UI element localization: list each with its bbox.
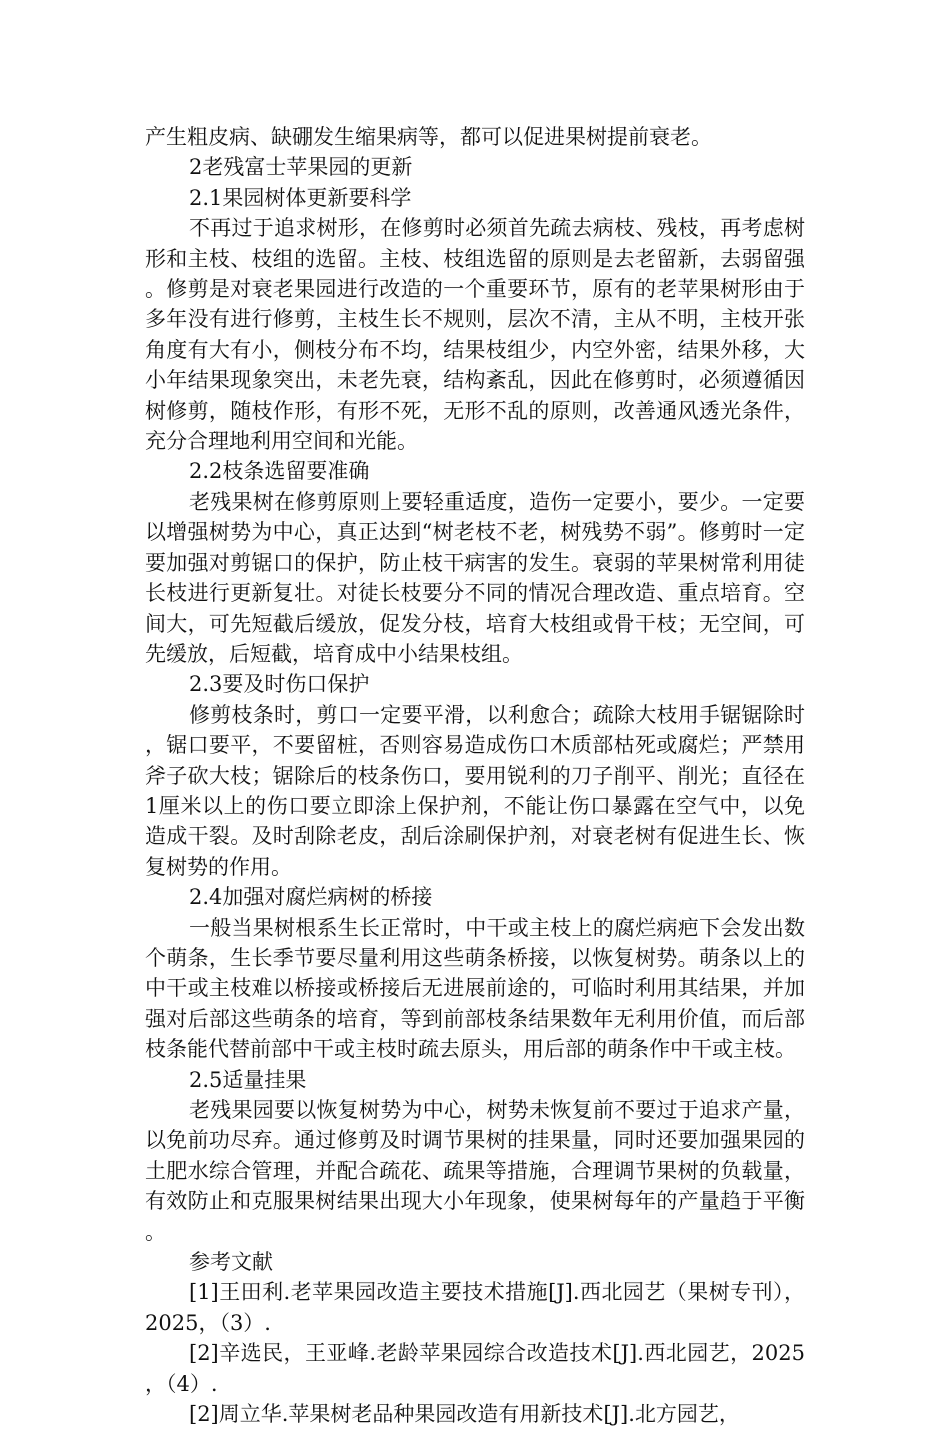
paragraph-2-5: 老残果园要以恢复树势为中心，树势未恢复前不要过于追求产量，以免前功尽弃。通过修剪及时调节果树的挂果量，同时还要加强果园的土肥水综合管理，并配合疏花、疏果等措施，合理调节果树的负载量，有效防止和克服果树结果出现大小年现象，使果树每年的产量趋于平衡。 <box>145 1098 805 1244</box>
references-heading: 参考文献 <box>189 1250 273 1275</box>
subsection-heading-2-2: 2.2枝条选留要准确 <box>189 459 370 484</box>
paragraph-2-3: 修剪枝条时，剪口一定要平滑，以利愈合；疏除大枝用手锯锯除时，锯口要平，不要留桩，否则容易造成伤口木质部枯死或腐烂；严禁用斧子砍大枝；锯除后的枝条伤口，要用锐利的刀子削平、削光；直径在1厘米以上的伤口要立即涂上保护剂，不能让伤口暴露在空气中，以免造成干裂。及时刮除老皮，刮后涂刷保护剂，对衰老树有促进生长、恢复树势的作用。 <box>145 702 805 879</box>
reference-item: [1]王田利.老苹果园改造主要技术措施[J].西北园艺（果树专刊），2025，（3）. <box>145 1280 805 1335</box>
paragraph-continuation: 产生粗皮病、缺硼发生缩果病等，都可以促进果树提前衰老。 <box>145 125 712 149</box>
paragraph-2-2: 老残果树在修剪原则上要轻重适度，造伤一定要小，要少。一定要以增强树势为中心，真正达到“树老枝不老，树残势不弱”。修剪时一定要加强对剪锯口的保护，防止枝干病害的发生。衰弱的苹果树常利用徒长枝进行更新复壮。对徒长枝要分不同的情况合理改造、重点培育。空间大，可先短截后缓放，促发分枝，培育大枝组或骨干枝；无空间，可先缓放，后短截，培育成中小结果枝组。 <box>145 489 805 666</box>
subsection-heading-2-5: 2.5适量挂果 <box>189 1067 307 1092</box>
paragraph-2-1: 不再过于追求树形，在修剪时必须首先疏去病枝、残枝，再考虑树形和主枝、枝组的选留。主枝、枝组选留的原则是去老留新，去弱留强。修剪是对衰老果园进行改造的一个重要环节，原有的老苹果树形由于多年没有进行修剪，主枝生长不规则，层次不清，主从不明，主枝开张角度有大有小，侧枝分布不均，结果枝组少，内空外密，结果外移，大小年结果现象突出，未老先衰，结构紊乱，因此在修剪时，必须遵循因树修剪，随枝作形，有形不死，无形不乱的原则，改善通风透光条件，充分合理地利用空间和光能。 <box>145 216 805 454</box>
subsection-heading-2-4: 2.4加强对腐烂病树的桥接 <box>189 885 433 910</box>
subsection-heading-2-1: 2.1果园树体更新要科学 <box>189 185 412 210</box>
paragraph-2-4: 一般当果树根系生长正常时，中干或主枝上的腐烂病疤下会发出数个萌条，生长季节要尽量利用这些萌条桥接，以恢复树势。萌条以上的中干或主枝难以桥接或桥接后无进展前途的，可临时利用其结果，并加强对后部这些萌条的培育，等到前部枝条结果数年无利用价值，而后部枝条能代替前部中干或主枝时疏去原头，用后部的萌条作中干或主枝。 <box>145 915 805 1062</box>
reference-item: [2]辛选民，王亚峰.老龄苹果园综合改造技术[J].西北园艺，2025，（4）. <box>145 1341 805 1396</box>
reference-item: [2]周立华.苹果树老品种果园改造有用新技术[J].北方园艺， <box>189 1402 740 1427</box>
subsection-heading-2-3: 2.3要及时伤口保护 <box>189 672 370 697</box>
document-body <box>145 122 805 1429</box>
section-heading-2: 2老残富士苹果园的更新 <box>189 155 413 180</box>
